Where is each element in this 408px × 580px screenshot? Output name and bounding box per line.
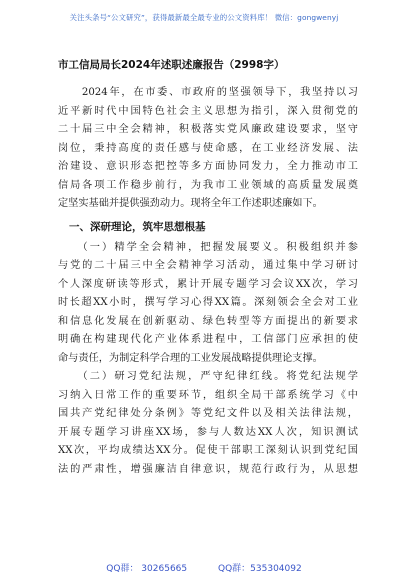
qq-group-2: QQ群：535304092 [218,564,302,574]
text-line: 和信息化发展在创新驱动、绿色转型等方面提出的新要求 [58,315,358,327]
intro-paragraph [58,84,358,214]
qq-group-1: QQ群： 30265665 [106,564,188,574]
text-line: 命与责任，为制定科学合理的工业发展战略提供理论支撑。 [58,352,323,364]
text-line: 国共产党纪律处分条例》等党纪文件以及相关法律法规， [58,408,358,419]
text-line: 明确在构建现代化产业体系进程中，工信部门应承担的使 [58,334,358,345]
text-line: 与党的二十届三中全会精神学习活动，通过集中学习研讨 [58,260,358,271]
text-line: XX次，平均成绩达XX分。促使干部职工深刻认识到党纪国 [58,445,358,456]
document-title: 市工信局局长2024年述职述廉报告（2998字） [58,59,285,71]
footer-contact [0,561,408,574]
text-line: 习纳入日常工作的重要环节，组织全局干部系统学习《中 [58,389,358,401]
document-body [58,84,358,479]
text-line: 法的严肃性，增强廉洁自律意识，规范行政行为，从思想 [58,463,358,475]
text-line: 个人深度研读等形式，累计开展专题学习会议XX次，学习 [58,278,358,290]
text-line: 近平新时代中国特色社会主义思想为指引，深入贯彻党的 [58,105,358,117]
body-paragraph [58,368,358,479]
body-paragraph [58,239,358,369]
text-line: 信局各项工作稳步前行，为我市工业领域的高质量发展奠 [58,179,358,191]
text-line: 时长超XX小时，撰写学习心得XX篇。深刻领会全会对工业 [58,297,358,308]
text-line: （二）研习党纪法规，严守纪律红线。将党纪法规学 [58,371,358,382]
text-line: 2024年，在市委、市政府的坚强领导下，我坚持以习 [58,87,358,98]
header-banner: 关注头条号“公文研究”，获得最新最全最专业的公文资料库！ 微信：gongwenyj [69,13,339,22]
text-line: （一）精学全会精神，把握发展要义。积极组织并参 [58,241,358,253]
text-line: 开展专题学习讲座XX场，参与人数达XX人次，知识测试 [58,426,358,438]
section-heading: 一、深研理论，筑牢思想根基 [69,220,206,233]
text-line: 岗位，秉持高度的责任感与使命感，在工业经济发展、法 [58,142,358,154]
text-line: 治建设、意识形态把控等多方面协同发力，全力推动市工 [58,161,358,172]
text-line: 二十届三中全会精神，积极落实党风廉政建设要求，坚守 [58,124,358,135]
text-line: 定坚实基础并提供强劲动力。现将全年工作述职述廉如下。 [58,198,323,209]
